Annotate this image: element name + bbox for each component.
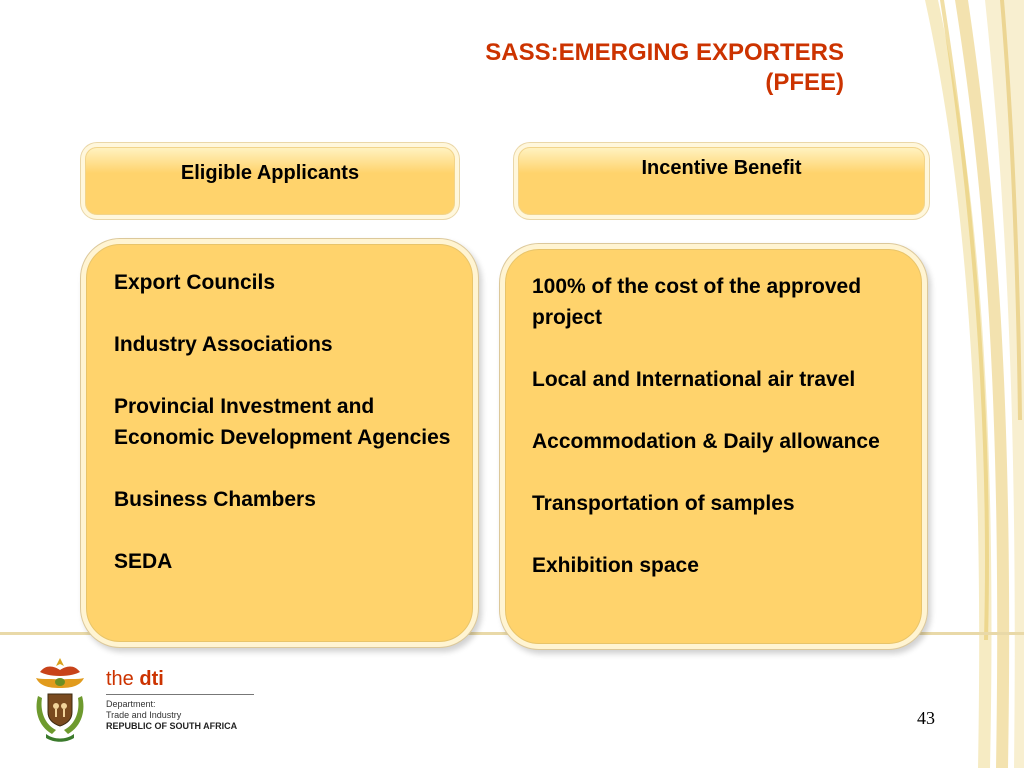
logo-department: Department: <box>106 699 156 709</box>
dti-logo <box>30 654 260 744</box>
incentive-benefits-box <box>505 249 922 644</box>
list-item: Transportation of samples <box>532 492 795 515</box>
list-item: SEDA <box>114 550 173 573</box>
incentive-benefits-list <box>532 271 902 581</box>
incentive-benefit-header-label: Incentive Benefit <box>641 157 802 179</box>
list-item: Business Chambers <box>114 488 316 511</box>
list-item: Industry Associations <box>114 333 333 356</box>
incentive-benefit-header <box>518 147 925 215</box>
list-item: Provincial Investment and Economic Development Agencies <box>114 395 451 449</box>
eligible-applicants-box <box>86 244 473 642</box>
list-item: 100% of the cost of the approved project <box>532 275 862 329</box>
list-item: Local and International air travel <box>532 368 856 391</box>
coat-of-arms-icon <box>30 654 90 744</box>
eligible-applicants-header-label: Eligible Applicants <box>180 162 360 184</box>
list-item: Accommodation & Daily allowance <box>532 430 880 453</box>
logo-brand-dti: dti <box>139 668 164 690</box>
logo-brand-the: the <box>106 668 134 690</box>
eligible-applicants-list <box>114 267 454 577</box>
logo-republic: REPUBLIC OF SOUTH AFRICA <box>106 721 238 731</box>
slide-title: SASS:EMERGING EXPORTERS (PFEE) <box>485 39 844 96</box>
logo-trade-industry: Trade and Industry <box>106 710 182 720</box>
eligible-applicants-header <box>85 147 455 215</box>
logo-brand <box>106 668 256 692</box>
page-number: 43 <box>917 708 935 728</box>
logo-text <box>106 668 256 732</box>
list-item: Exhibition space <box>532 554 699 577</box>
logo-rule <box>106 694 254 695</box>
list-item: Export Councils <box>114 271 276 294</box>
